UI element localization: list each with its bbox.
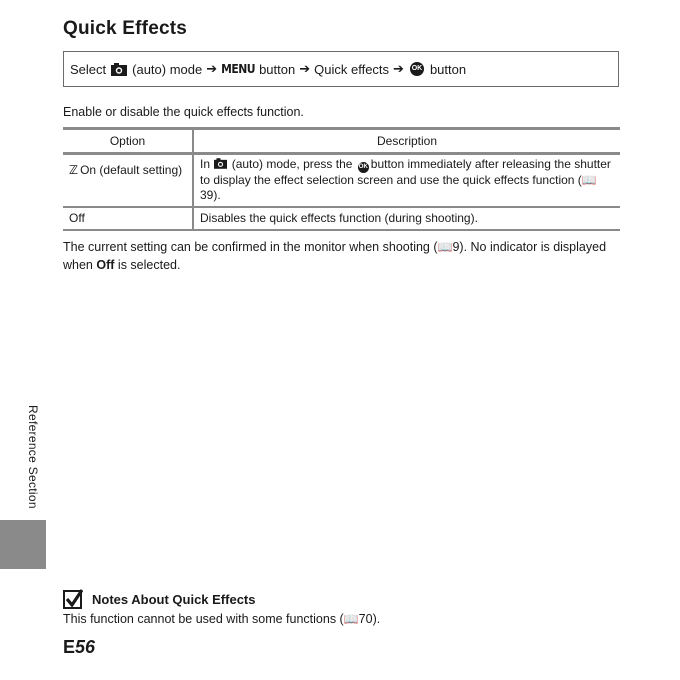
option-off-label: Off (63, 207, 193, 230)
table-row (63, 154, 620, 208)
menu-button-label: MENU (221, 62, 256, 76)
description-cell (193, 154, 620, 208)
page-ref: 39 (200, 188, 214, 202)
page-title: Quick Effects (63, 18, 188, 39)
section-tab-marker (0, 520, 46, 569)
camera-icon (214, 158, 227, 169)
notes-text (63, 612, 380, 626)
notes-heading (63, 589, 255, 609)
checkmark-icon (63, 589, 83, 609)
reference-e-icon: E (63, 637, 76, 657)
desc-text: (auto) mode, press the (231, 157, 353, 171)
ok-button-icon: OK (358, 162, 369, 173)
nav-auto-mode: (auto) mode (132, 61, 203, 77)
book-reference-icon: 📖 (343, 612, 359, 626)
options-table (63, 127, 620, 231)
ok-button-icon: OK (410, 62, 424, 76)
desc-text: In (200, 157, 211, 171)
page-ref: 9 (452, 240, 460, 254)
nav-button: button (259, 61, 296, 77)
notes-body: This function cannot be used with some functions ( (63, 612, 344, 626)
page-number (63, 637, 95, 658)
page-number-value: 56 (75, 637, 96, 657)
desc-text: button immediately after releasing the shutter to display the effect selection screen and use the quick effects function ( (200, 157, 611, 187)
arrow-right-icon: ➔ (393, 61, 404, 76)
option-on-label: On (default setting) (80, 163, 183, 177)
description-cell: Disables the quick effects function (during shooting). (193, 207, 620, 230)
section-tab-label: Reference Section (26, 405, 40, 509)
book-reference-icon: 📖 (581, 173, 597, 187)
header-option: Option (63, 129, 193, 154)
desc-text: ). (213, 188, 221, 202)
off-bold-text: Off (96, 257, 115, 272)
nav-select: Select (70, 61, 107, 77)
paragraph-text: ). No indicator is displayed when (63, 240, 607, 272)
option-cell (63, 154, 193, 208)
menu-path-box (63, 51, 619, 87)
setting-note-paragraph (63, 239, 623, 274)
nav-quick-effects: Quick effects (314, 61, 390, 77)
header-description: Description (193, 129, 620, 154)
notes-body: ). (372, 612, 381, 626)
arrow-right-icon: ➔ (299, 61, 311, 76)
table-row (63, 207, 620, 230)
paragraph-text: is selected. (117, 257, 181, 272)
intro-text: Enable or disable the quick effects function. (63, 105, 304, 119)
book-reference-icon: 📖 (437, 240, 453, 254)
table-header-row (63, 129, 620, 154)
paragraph-text: The current setting can be confirmed in the monitor when shooting ( (63, 240, 438, 254)
arrow-right-icon: ➔ (206, 61, 218, 76)
notes-heading-text: Notes About Quick Effects (92, 591, 256, 607)
camera-icon (111, 63, 127, 76)
nav-final-button: button (429, 61, 467, 77)
quick-effects-icon: ℤ (69, 163, 79, 177)
page-ref: 70 (358, 612, 373, 626)
